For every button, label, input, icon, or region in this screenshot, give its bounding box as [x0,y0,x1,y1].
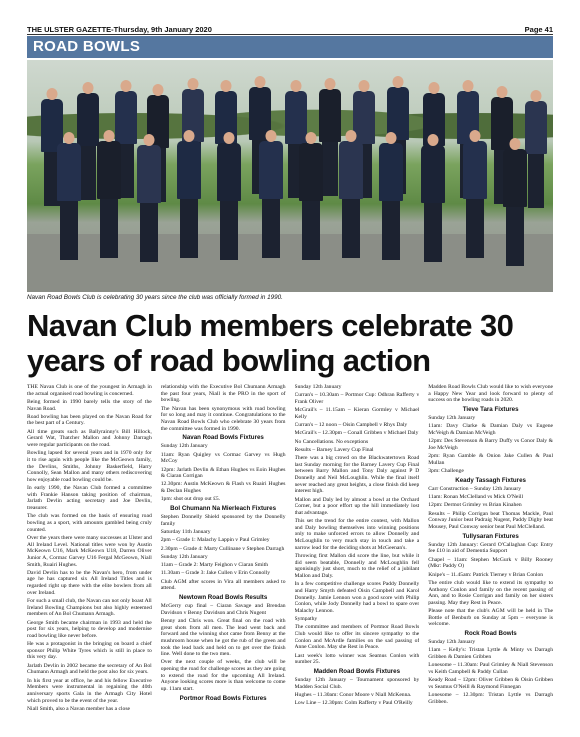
paragraph: Benny and Chris won. Great final on the road with great shots from all men. The lead went back and forward and the winning shot came from Benny at the mushroom house when he got the rub of the green and took the lead back and held on to get over the finish line. Well done to the two men. [160,617,286,658]
person-figure [137,134,161,262]
paragraph: Bowling lapsed for several years and in 1970 only for it to rise again with people like the McGeown family, the Devlins, Smiths, Johnny Baskerfield, Harry Connolly, Sean Mallon and many others rediscovering how enjoyable road bowling could be. [27,450,152,483]
paragraph: 12pm: Jarlath Devlin & Ethan Hughes vs Eoin Hughes & Ciaran Corrigan [160,466,286,480]
paragraph: The club was formed on the basis of ensuring road bowling as a sport, with amounts gambled being cruly counted. [27,513,152,533]
paragraph: 11am: Ryan Quigley vs Cormac Garvey vs Hugh McCoy [160,451,286,465]
paragraph: The Navan has been synonymous with road bowling for so long and may it continue. Congratulations to the Navan Road Bowls Club who celebrate 30 years from the committee was formed in 1990. [160,405,286,432]
paragraph: Sunday 12th January – Tournament sponsored by Madden Social Club. [294,677,420,690]
article-body [27,384,553,729]
paragraph: Sunday 12th January [428,415,476,422]
paragraph: Over the next couple of weeks, the club will be opening the road for challenge scores as they are going to extend the road for the upcoming All Ireland. Anyone looking scores more is than welcome to come up. 11am start. [160,659,286,693]
person-figure [379,132,403,260]
fixtures-heading: Keady Tassagh Fixtures [455,476,526,484]
paragraph: Saturday 11th January [160,529,211,536]
paragraph: Niall Smith, also a Navan member has a close [27,705,130,712]
photo-caption: Navan Road Bowls Club is celebrating 30 years since the club was officially formed in 1990. [27,294,283,301]
paragraph: He was a protagonist in the bringing on board a chief sponsor Philip White Tyres which is still in place to this very day. [27,641,152,661]
paragraph: In a few competitive challenge scores Paddy Donnelly and Harry Smyth defeated Oisin Campbell and Karol Donnelly. Jamie Lennon won a good score with Philip Conlon, while Jody Donnelly had a bowl to spare over Malachy Lennon. [294,581,420,614]
paragraph: In early 1990, the Navan Club formed a committee with Frankie Hanson taking position of chairman, Jarlath Devlin acting secretary and Joe Devlin, treasurer. [27,485,152,512]
paragraph: David Devlin has to be the Navan's hero, from under age he has captured six All Ireland Titles and is regarded right up there with the elite bowlers from all over Ireland. [27,569,152,596]
paragraph: Lonesome – 12.30pm: Tristan Lyttle vs Darragh Gribben. [428,692,553,705]
paragraph: Over the years there were many successes at Ulster and All Ireland Level. National titles were won by Austin McKeown U16, Mark McKeown U18, Darren Oliver Junior A, Cormac Garvey U16 Fergal McGeown, Niall Smith, Ruairi Hughes. [27,534,152,568]
fixtures-heading: Bol Chumann Na Mierleach Fixtures [170,504,277,512]
fixtures-heading: Navan Road Bowls Fixtures [182,434,264,442]
paragraph: 11am – Kelly's: Tristan Lyttle & Minty vs Darragh Gribben & Damien Gribben [428,647,553,661]
group-of-members [27,60,553,265]
paragraph: 12pm: Dermot Grimley vs Brian Kinahen [428,502,522,509]
paragraph: Sympathy [294,616,318,623]
paragraph: Madden Road Bowls Club would like to wish everyone a Happy New Year and look forward to plenty of success on the bowling roads in 2020. [428,384,553,404]
fixtures-heading: Newtown Road Bowls Results [178,593,268,601]
paragraph: THE Navan Club is one of the youngest in Armagh in the actual organised road bowling is concerned. [27,384,152,397]
fixtures-heading: Tullysaran Fixtures [462,532,519,540]
paragraph: In his first year at office, he and his fellow Executive Members were instrumental in regaining the 40th anniversary sports Gala in the Armagh City Hotel which proved to be the event of the year. [27,677,152,704]
paragraph: Keady Road – 12pm: Oliver Gribben & Oisin Gribben vs Seamus O'Neill & Raymond Finnegan [428,677,553,690]
paragraph: Curran's – 12 noon – Oisin Campbell v Rhys Daly [294,422,408,429]
paragraph: Lonesome – 11.30am: Paul Grimley & Niall Stevenson vs Keith Campbell & Paddy Cullan [428,662,553,675]
person-figure [339,130,363,258]
paragraph: Sunday 12th January [294,384,342,390]
page-header [27,20,553,35]
paragraph: Knipe's – 11.45am: Patrick Tierney v Brian Conlon [428,571,544,578]
person-figure [299,132,323,260]
paragraph: Carr Construction – Sunday 12th January [428,485,522,492]
paragraph: Please note that the club's AGM will be held in The Bottle of Benburb on Sunday at 5pm – everyone is welcome. [428,608,553,628]
paragraph: No Cancellations. No exceptions [294,438,369,445]
paragraph: Curran's – 10.30am – Portmor Cup: Odhran Rafferty v Frank Oliver [294,392,420,405]
person-figure [421,134,445,262]
page-number: Page 41 [524,25,553,34]
paragraph: 11am: Davy Clarke & Damian Daly vs Eugene McVeigh & Damian McVeigh [428,423,553,437]
fixtures-heading: Madden Road Bowls Fixtures [313,667,401,675]
fixtures-heading: Tieve Tara Fixtures [462,405,519,413]
paragraph: Hughes – 11.30am: Conor Moore v Niall McKenna. [294,691,412,698]
paragraph: The committee and members of Portmor Road Bowls Club would like to offer its sincere sympathy to the Conlon and McArdle families on the sad passing of Anne Conlon. May she Rest in Peace. [294,624,420,651]
person-figure [97,130,121,258]
paragraph: McGrail's – 12.30pm – Conall Gribben v Michael Daly [294,430,419,437]
paragraph: 12.30pm: Austin McKeown & Flash vs Ruairi Hughes & Declan Hughes [160,481,286,495]
paragraph: McGrail's – 11.15am – Kieran Gormley v Michael Kelly [294,407,420,420]
fixtures-heading: Portmor Road Bowls Fixtures [179,694,267,702]
paragraph: Sunday 12th January [160,443,208,450]
paragraph: Results – Philip Corrigan beat Thomas Mackle, Paul Conway Junior beat Padraig Nugent, Paddy Digby beat Mousey, Paul Conway senior beat Paul McClelland. [428,510,553,530]
person-figure [177,130,201,258]
paper-dateline: THE ULSTER GAZETTE-Thursday, 9th January 2020 [27,25,212,34]
paragraph: Low Line – 12.30pm: Colm Rafferty v Paul O'Reilly [294,700,413,707]
paragraph: Results – Barney Lavery Cup Final [294,446,374,453]
paragraph: 1pm: shot out drop out £5. [160,496,221,503]
person-figure [463,130,487,258]
paragraph: 11am – Grade 2: Marty Feighon v Ciaran Smith [160,562,269,569]
paragraph: George Smith became chairman in 1993 and held the post for six years, helping to develop and modernise road bowling like never before. [27,619,152,639]
paragraph: Stephen Donnelly Shield sponsored by the Donnelly family [160,514,286,527]
person-figure [503,138,527,266]
person-figure [259,130,283,258]
paragraph: 2.30pm – Grade 4: Marty Cullinane v Stephen Darragh [160,545,285,552]
paragraph: Throwing first Mallon did score the line, but while it did seem beatable, Donnelly and McLoughlin fell agonisingly just short, much to the relief of a jubilant Mallon and Daly. [294,553,420,579]
paragraph: The entire club would like to extend its sympathy to Anthony Conlon and family on the recent passing of Ann, and to Rosie Corrigan and family on her sisters passing. May they Rest in Peace. [428,579,553,606]
club-photo [27,60,553,292]
person-figure [217,132,241,260]
headline: Navan Club members celebrate 30 years of road bowling action [27,308,514,378]
fixtures-heading: Rock Road Bowls [464,630,517,638]
paragraph: 11.30am – Grade 3: Jake Cullen v Erin Connolly [160,570,271,577]
paragraph: Club AGM after scores in Vira all members asked to attend. [160,578,286,592]
paragraph: This set the trend for the entire contest, with Mallon and Daly bowling themselves into winning positions only to make unforced errors to allow Donnelly and McLoughlin to very much stay in touch and take a narrow lead for the deciding shots at McGeenan's. [294,518,420,551]
person-figure [57,132,81,260]
paragraph: 2pm: Ryan Gamble & Onion Jake Cullen & Paul Mullan [428,453,553,466]
paragraph: 11am: Ronan McClelland vs Mick O'Neill [428,494,524,501]
article-column [428,384,553,729]
paragraph: Chapel – 11am: Stephen McGurk v Billy Rooney (Mkr: Paddy O) [428,556,553,570]
paragraph: Last week's lotto winner was Seamus Conlon with number 25. [294,652,420,666]
article-column [27,384,152,729]
person-figure [525,90,547,208]
paragraph: 12pm: Des Stevenson & Barry Duffy vs Conor Daly & Joe McVeigh [428,438,553,451]
paragraph: Jarlath Devlin in 2002 became the secretary of An Bol Chumann Armagh and held the post also for six years. [27,662,152,676]
paragraph: Sunday 12th January: Gerard O'Callaghan Cup: Entry fee £10 in aid of Dementia Support [428,541,553,555]
paragraph: Sunday 12th January [428,639,476,646]
paragraph: 3pm: Challenge [428,468,464,475]
paragraph: All time greats such as Ballyrainny's Bill Hillock, Gerard Wat, Thatcher Mallon and Johnny Darragh were regular participants on the road. [27,428,152,449]
paragraph: Being formed in 1990 barely tells the story of the Navan Road. [27,398,152,412]
paragraph: For such a small club, the Navan can not only boast All Ireland Bowling Champions but also highly esteemed members of An Bol Chumann Armagh. [27,598,152,618]
paragraph: 2pm – Grade 1: Malachy Lappin v Paul Grimley [160,537,270,544]
article-column [161,384,286,729]
section-title: ROAD BOWLS [27,36,553,58]
paragraph: relationship with the Executive Bol Chumann Armagh the past four years, Niall is the PRO in the sport of bowling. [160,384,286,404]
paragraph: McGerry cup final – Ciaran Savage and Brendan Davidson v Benny Davidson and Chris Nugent [160,603,286,616]
paragraph: Road bowling has been played on the Navan Road for the best part of a Century. [27,413,152,427]
article-column [295,384,420,729]
paragraph: Sunday 12th January [160,553,208,560]
paragraph: There was a big crowd on the Blackwatertown Road last Sunday morning for the Barney Lavery Cup Final between Barry Mallon and Tony Daly against P D Donnelly and Neil McLoughlin. While the final itself never reached any great heights, a close finish did keep interest high. [294,455,420,495]
paragraph: Mallon and Daly led by almost a bowl at the Orchard Corner, but a poor effort up the hill immediately lost that advantage. [294,496,420,516]
